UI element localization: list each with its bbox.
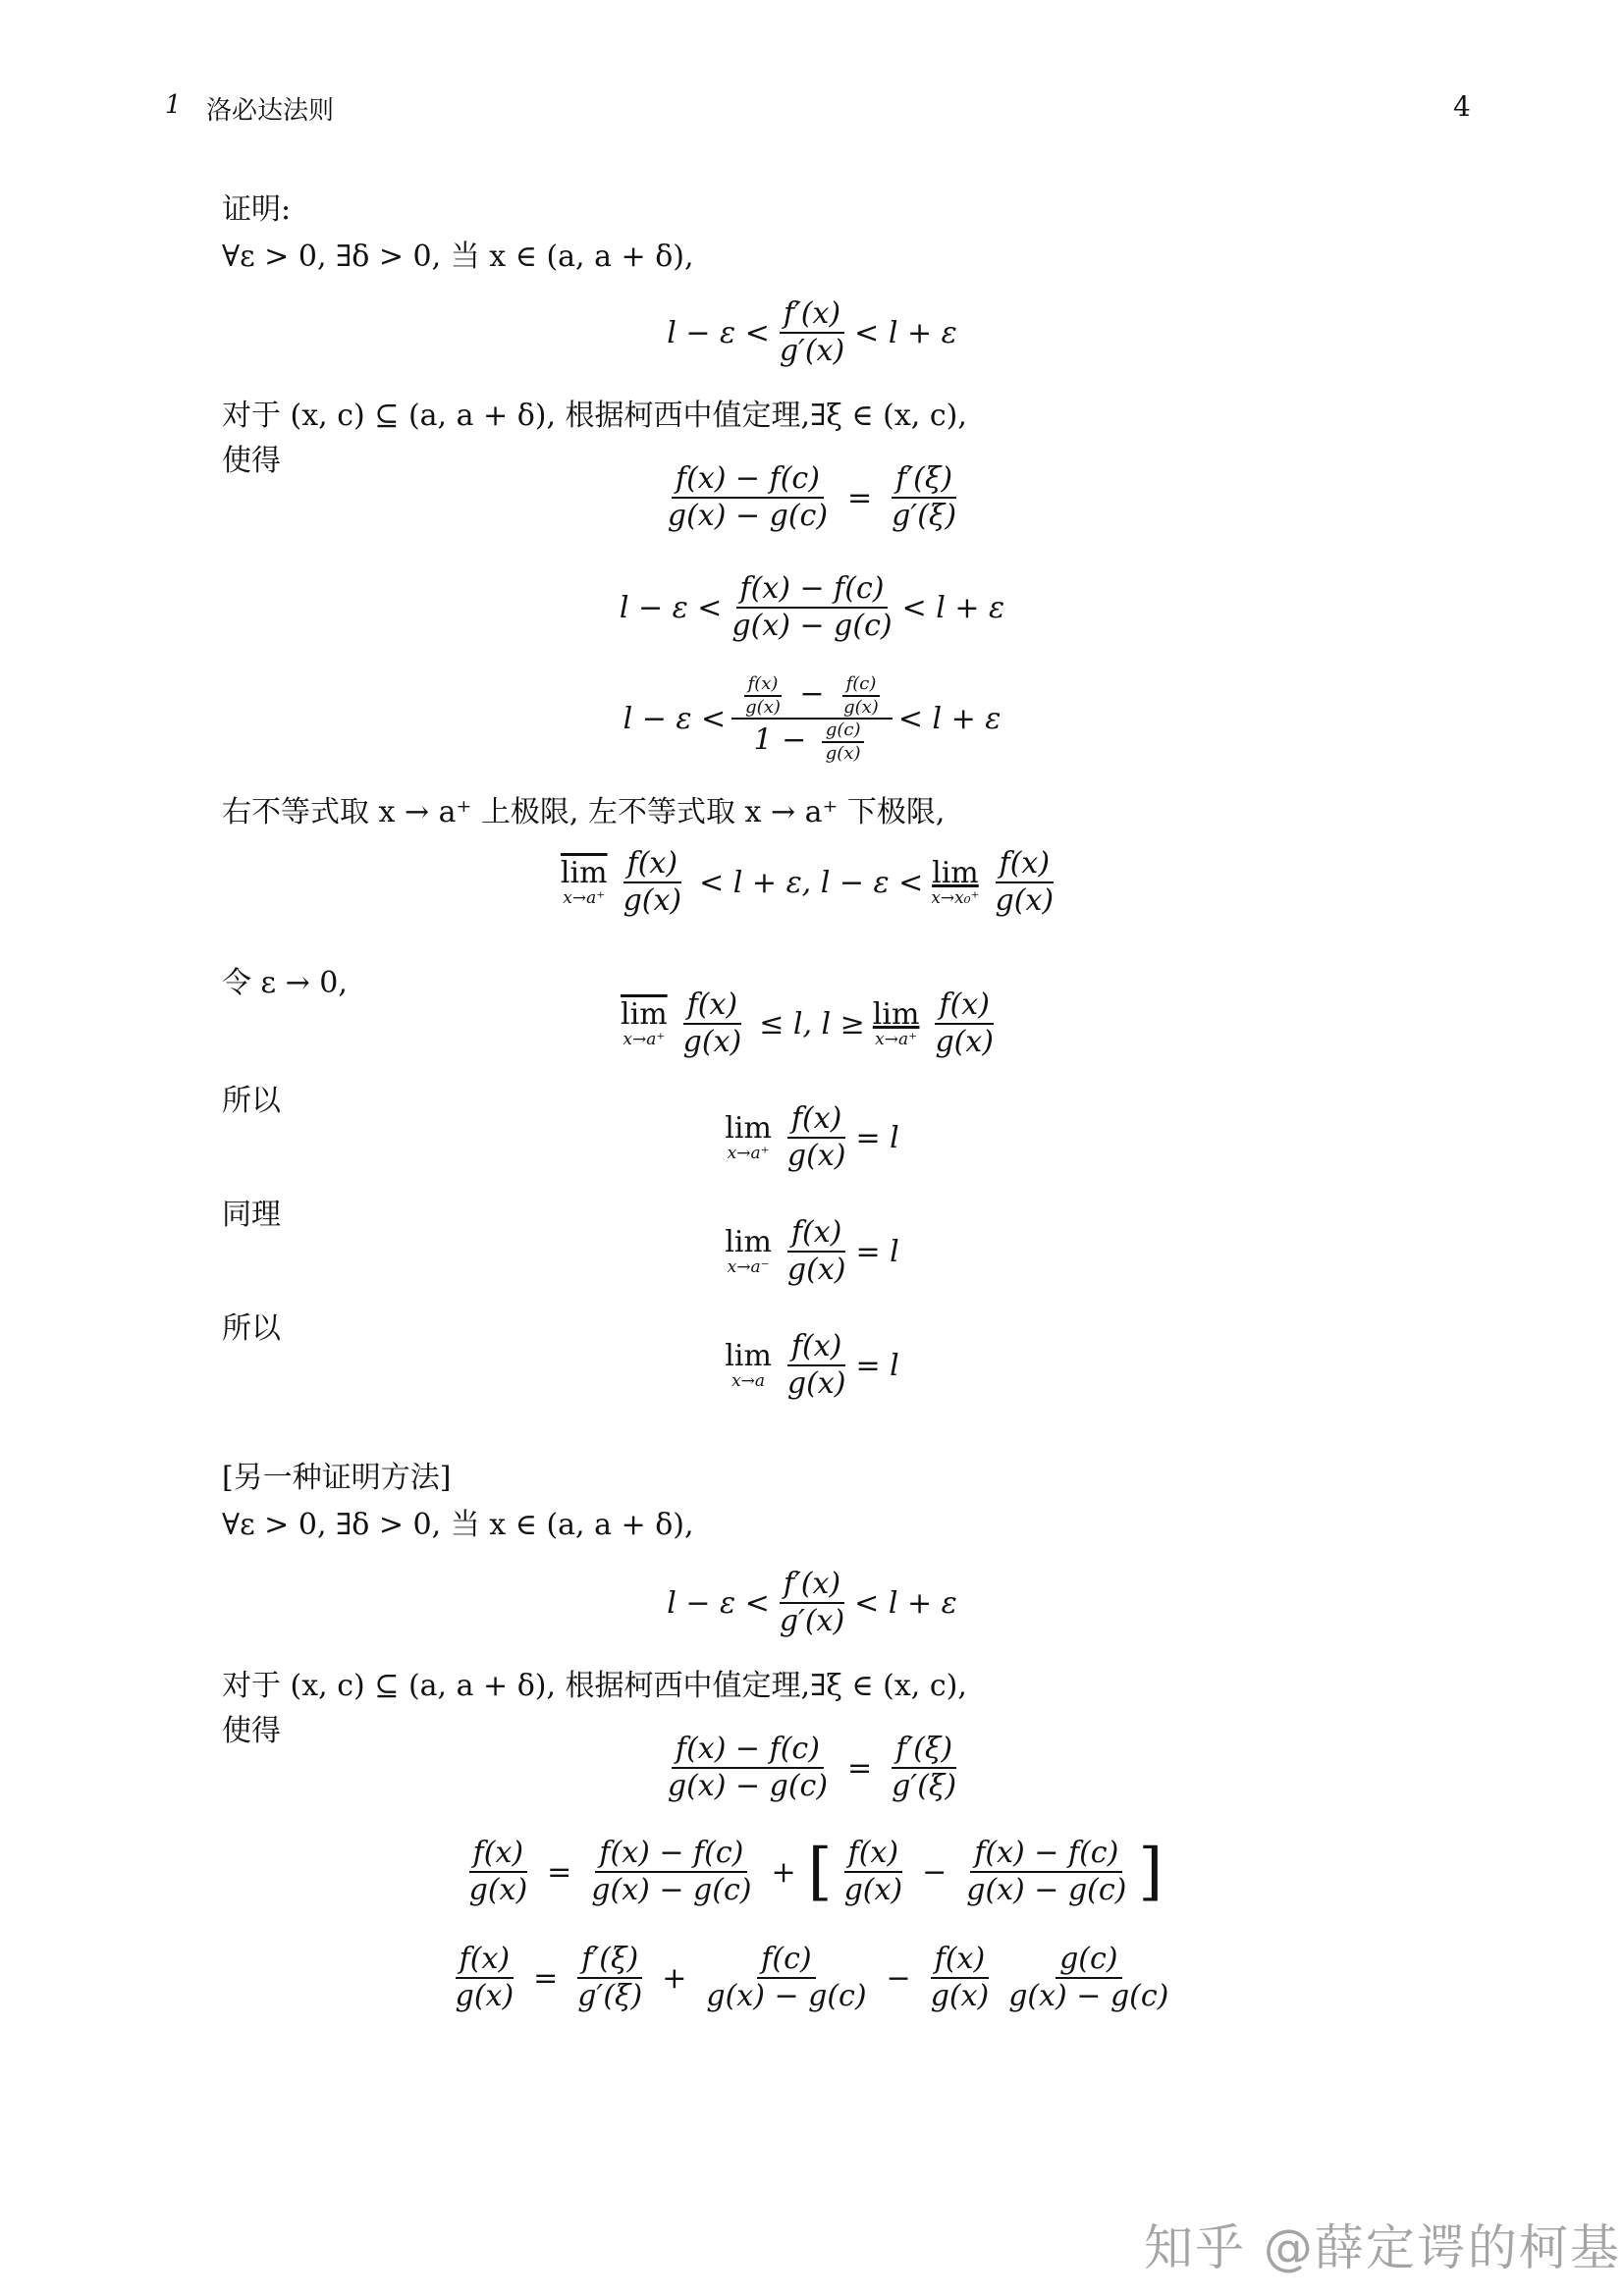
- eq-full-limit: lim x→a $\frac{f(x)}{g(x)}$ = l: [725, 1329, 899, 1401]
- proof1-such-that: 使得: [222, 444, 281, 478]
- eq2-expanded: $\frac{f(x)}{g(x)}$ = $\frac{f'(\xi)}{g'(\xi)}$ + $\frac{f(c)}{g(x) - g(c)}$ − $\frac{f(x)}{g(x)}$ g(c) g(x) − g(c): [455, 1942, 1169, 2013]
- chapter-title: 洛必达法则: [206, 96, 335, 126]
- proof1-therefore2: 所以: [222, 1311, 281, 1346]
- watermark: 知乎 @薛定谔的柯基: [1144, 2219, 1621, 2276]
- proof-label: 证明:: [222, 192, 292, 227]
- proof1-similarly: 同理: [222, 1198, 281, 1232]
- eq-left-limit: lim x→a⁻ $\frac{f(x)}{g(x)}$ = l: [725, 1215, 899, 1287]
- eq-ratio-bound: l − ε < $\frac{f(x)}{g(x)}$ − $\frac{f(c)}{g(x)}$ 1 − $\frac{g(c)}{g(x)}$ < l + ε: [623, 673, 1001, 764]
- proof1-therefore1: 所以: [222, 1084, 281, 1118]
- proof2-line1: ∀ε > 0, ∃δ > 0, 当 x ∈ (a, a + δ),: [222, 1508, 694, 1542]
- proof1-let-eps: 令 ε → 0,: [222, 966, 348, 1000]
- eq-derivative-bound: l − ε < f′(x) g′(x) < l + ε: [667, 296, 957, 368]
- eq-cauchy: $\frac{f(x) - f(c)}{g(x) - g(c)}$ = $\frac{f'(\xi)}{g'(\xi)}$: [667, 461, 957, 533]
- eq2-decomposition: $\frac{f(x)}{g(x)}$ = $\frac{f(x) - f(c)}{g(x) - g(c)}$ + [ f(x) g(x) − $\frac{f(x) - f(c)}{g(x) - g(c)}$ ]: [468, 1836, 1164, 1908]
- proof1-limits-text: 右不等式取 x → a⁺ 上极限, 左不等式取 x → a⁺ 下极限,: [222, 795, 946, 829]
- eq-limsup-le: $\overline{lim}$ x→a⁺ $\frac{f(x)}{g(x)}$ ≤ l, l ≥ lim x→a⁺ f(x) g(x): [621, 988, 994, 1059]
- eq-limsup-liminf: $\overline{lim}$ x→a⁺ f(x) g(x) < l + ε, l − ε < lim x→x₀⁺ f(x) g(x): [560, 846, 1055, 918]
- chapter-number: 1: [165, 90, 182, 120]
- eq-right-limit: lim x→a⁺ $\frac{f(x)}{g(x)}$ = l: [725, 1101, 899, 1173]
- proof2-cauchy: 对于 (x, c) ⊆ (a, a + δ), 根据柯西中值定理,∃ξ ∈ (x, c),: [222, 1669, 967, 1703]
- eq2-cauchy: $\frac{f(x) - f(c)}{g(x) - g(c)}$ = $\frac{f'(\xi)}{g'(\xi)}$: [667, 1732, 957, 1803]
- proof1-line1: ∀ε > 0, ∃δ > 0, 当 x ∈ (a, a + δ),: [222, 240, 694, 274]
- proof1-cauchy: 对于 (x, c) ⊆ (a, a + δ), 根据柯西中值定理,∃ξ ∈ (x, c),: [222, 399, 967, 433]
- page-number: 4: [1453, 90, 1471, 123]
- proof2-such-that: 使得: [222, 1714, 281, 1748]
- proof2-label: [另一种证明方法]: [222, 1461, 452, 1495]
- eq-diff-bound: l − ε < f(x) − f(c) g(x) − g(c) < l + ε: [619, 571, 1005, 643]
- eq2-derivative-bound: l − ε < f′(x) g′(x) < l + ε: [667, 1567, 957, 1638]
